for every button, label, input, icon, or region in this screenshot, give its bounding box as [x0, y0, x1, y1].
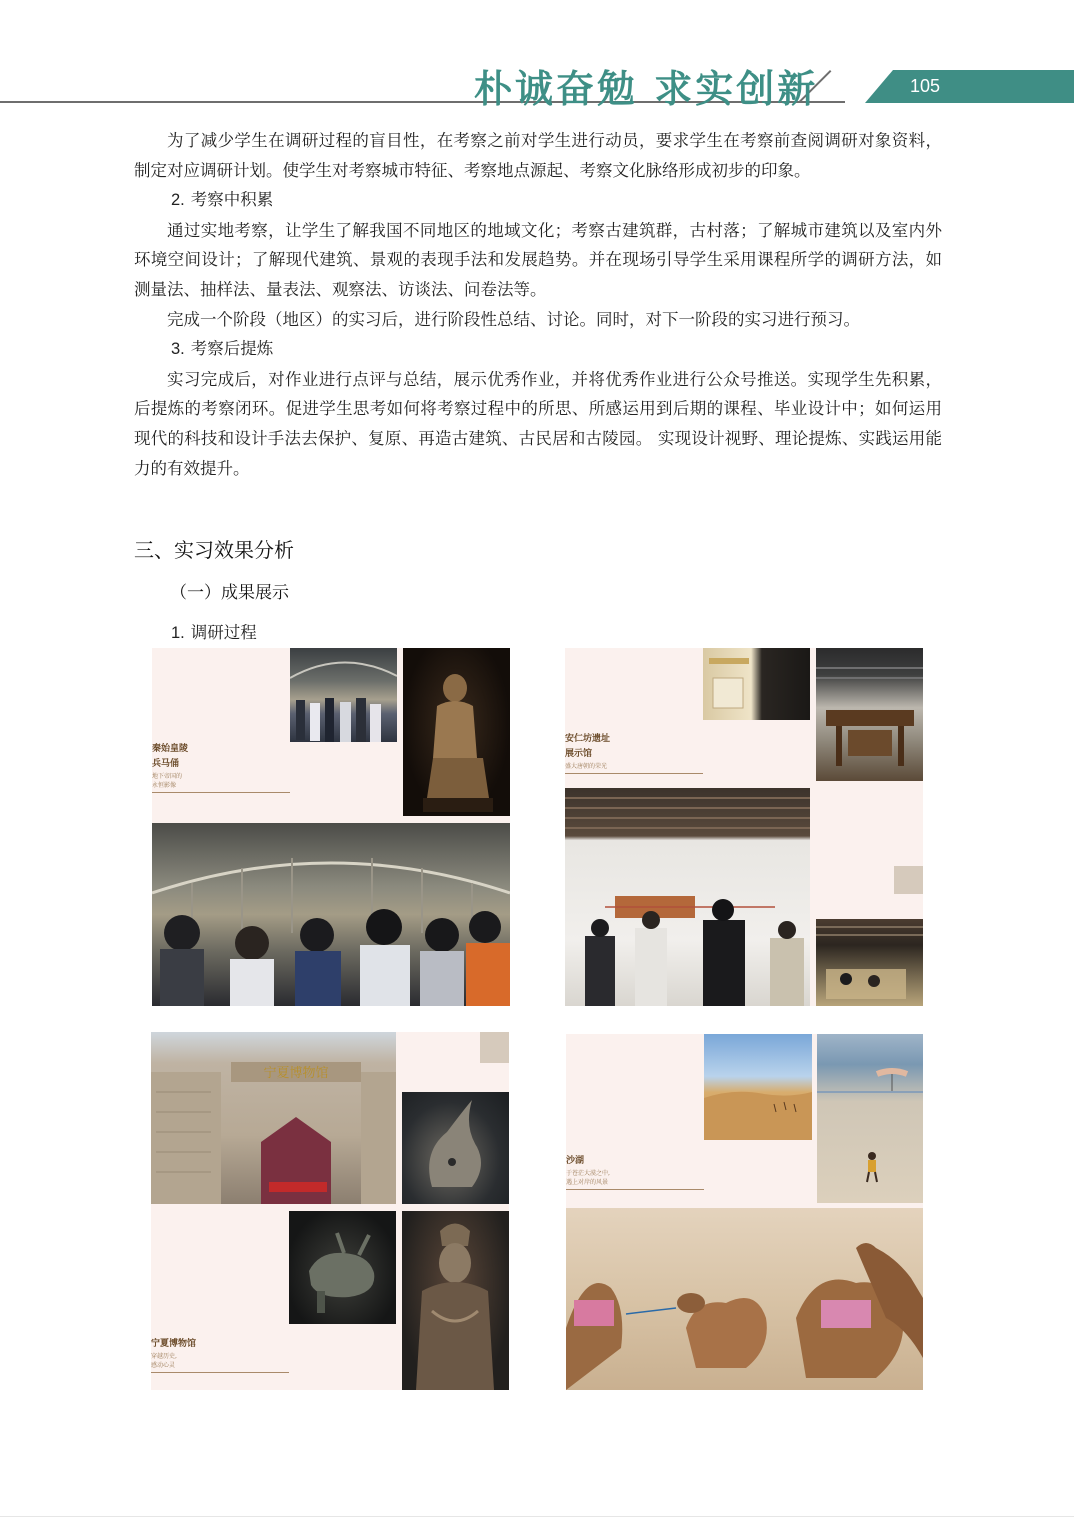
caption-title-line1: 宁夏博物馆 — [151, 1339, 197, 1349]
page-number: 105 — [909, 76, 941, 96]
photo-dragon-sculpture — [402, 1092, 509, 1204]
decor-swatch — [480, 1032, 509, 1063]
photo-panel-anren — [565, 648, 923, 1006]
caption-underline — [152, 792, 290, 793]
page-bottom-rule — [0, 1516, 1074, 1517]
item-text: 调研过程 — [190, 623, 257, 642]
heading-3 — [134, 334, 942, 365]
photo-desert-dunes — [704, 1034, 812, 1140]
section-title: 三、实习效果分析 — [134, 538, 294, 562]
photo-panel-ningxia — [151, 1032, 509, 1390]
page-header — [0, 0, 1074, 110]
paragraph-1: 为了减少学生在调研过程的盲目性，在考察之前对学生进行动员，要求学生在考察前查阅调研对象资料，制定对应调研计划。使学生对考察城市特征、考察地点源起、考察文化脉络形成初步的印象。 — [134, 131, 942, 180]
caption-terracotta — [152, 742, 290, 793]
decor-swatch — [894, 866, 923, 894]
photo-camels — [566, 1208, 923, 1390]
caption-title-line2: 兵马俑 — [152, 759, 180, 769]
heading-3-number: 3. — [171, 340, 185, 359]
body-text — [134, 126, 942, 483]
item-number: 1. — [171, 624, 185, 642]
caption-subtitle-line1: 盛大唐朝的荣光 — [565, 763, 608, 770]
caption-underline — [566, 1189, 704, 1190]
caption-subtitle-line2: 感动心灵 — [151, 1362, 176, 1369]
caption-title-line1: 沙湖 — [566, 1156, 585, 1166]
caption-subtitle-line2: 永恒影像 — [152, 782, 177, 789]
heading-2 — [134, 185, 942, 216]
photo-exhibit-corridor — [703, 648, 810, 720]
photo-buddha-statue — [402, 1211, 509, 1390]
paragraph-3: 完成一个阶段（地区）的实习后，进行阶段性总结、讨论。同时，对下一阶段的实习进行预习。 — [167, 309, 860, 329]
photo-panel-terracotta — [152, 648, 510, 1006]
photo-pit-visitors — [290, 648, 397, 742]
photo-students-in-pit — [152, 823, 510, 1006]
heading-2-text: 考察中积累 — [190, 190, 274, 210]
museum-sign: 宁夏博物馆 — [263, 1066, 329, 1081]
photo-kneeling-archer — [403, 648, 510, 816]
caption-underline — [151, 1372, 289, 1373]
caption-underline — [565, 773, 703, 774]
item-heading — [171, 619, 257, 643]
caption-title-line1: 安仁坊遗址 — [565, 734, 611, 744]
caption-subtitle-line2: 遇上对岸的风景 — [566, 1179, 609, 1186]
photo-banquet-table — [816, 648, 923, 781]
photo-lakeshore-child — [817, 1034, 923, 1203]
caption-subtitle-line1: 地下帝国的 — [152, 773, 183, 780]
header-motto: 朴诚奋勉 求实创新 — [474, 66, 819, 111]
caption-shahu — [566, 1154, 704, 1190]
caption-subtitle-line1: 于苍茫大漠之中, — [566, 1170, 610, 1177]
photo-panel-shahu — [566, 1034, 923, 1390]
caption-anren — [565, 732, 703, 774]
caption-subtitle-line1: 穿越历史, — [151, 1353, 177, 1360]
caption-ningxia — [151, 1337, 289, 1373]
photo-museum-facade — [151, 1032, 396, 1204]
photo-students-at-map-wall — [565, 788, 810, 1006]
caption-title-line1: 秦始皇陵 — [152, 744, 189, 754]
heading-2-number: 2. — [171, 191, 185, 210]
photo-city-model — [816, 919, 923, 1006]
paragraph-2: 通过实地考察，让学生了解我国不同地区的地域文化；考察古建筑群，古村落；了解城市建筑以及室内外环境空间设计；了解现代建筑、景观的表现手法和发展趋势。并在现场引导学生采用课程所学的调研方法，如测量法、抽样法、量表法、观察法、访谈法、问卷法等。 — [134, 220, 942, 299]
photo-bronze-ox — [289, 1211, 396, 1324]
caption-title-line2: 展示馆 — [565, 749, 593, 759]
paragraph-4: 实习完成后，对作业进行点评与总结，展示优秀作业，并将优秀作业进行公众号推送。实现学生先积累，后提炼的考察闭环。促进学生思考如何将考察过程中的所思、所感运用到后期的课程、毕业设计中；如何运用现代的科技和设计手法去保护、复原、再造古建筑、古民居和古陵园。 实现设计视野、理论提炼、实践运用能力的有效提升。 — [134, 369, 942, 478]
subsection-title: （一）成果展示 — [170, 583, 289, 603]
heading-3-text: 考察后提炼 — [190, 339, 274, 359]
